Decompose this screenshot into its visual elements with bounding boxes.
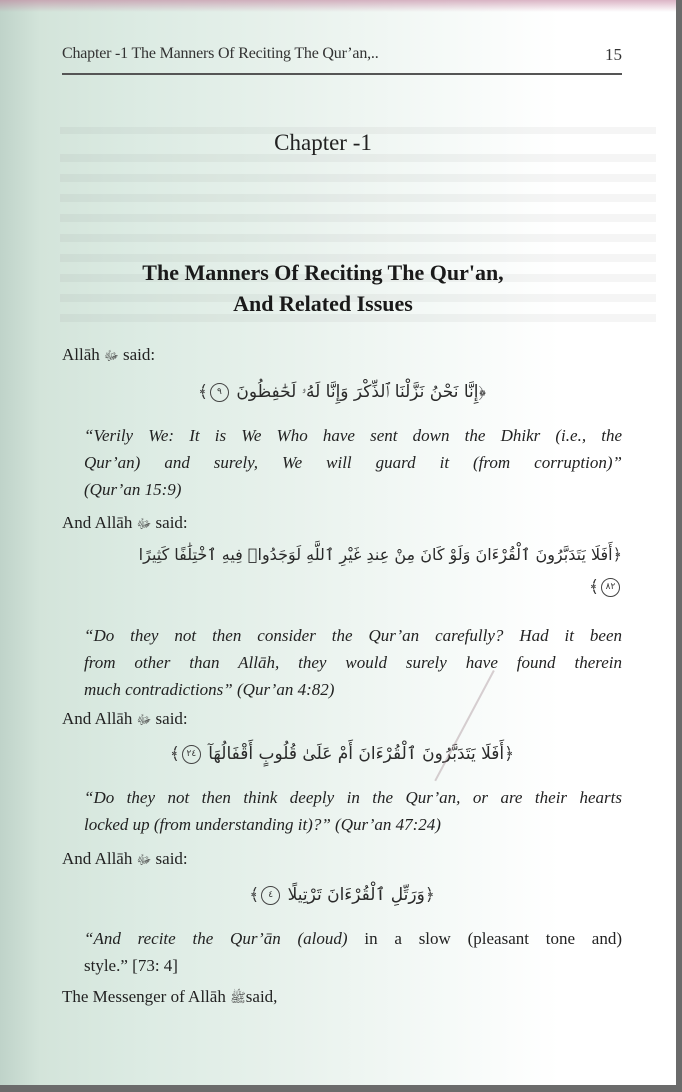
honorific-allah-icon: ﷻ bbox=[104, 349, 119, 364]
intro-text: Allāh bbox=[62, 345, 100, 364]
intro-line-3 bbox=[62, 709, 188, 731]
arabic-verse-3 bbox=[62, 743, 622, 764]
page-number: 15 bbox=[605, 45, 622, 64]
translation-quote-4 bbox=[84, 925, 622, 979]
arabic-verse-4 bbox=[62, 884, 622, 905]
quote-line: “Do they not then consider the Qur’an carefully? Had it been bbox=[84, 626, 622, 645]
intro-text: And Allāh bbox=[62, 513, 133, 532]
closing-text-after: said, bbox=[245, 987, 278, 1006]
verse-text: وَرَتِّلِ ٱلْقُرْءَانَ تَرْتِيلًا bbox=[287, 885, 425, 905]
intro-line-4 bbox=[62, 849, 188, 871]
quote-reference: (Qur’an 15:9) bbox=[84, 480, 182, 499]
verse-open-bracket-icon: ﴿ bbox=[424, 885, 435, 905]
verse-number-medallion: ٩ bbox=[210, 383, 229, 402]
verse-number-medallion: ٢٤ bbox=[182, 745, 201, 764]
verse-number-medallion: ٨٢ bbox=[601, 578, 620, 597]
quote-line-first bbox=[84, 925, 622, 952]
verse-number-medallion: ٤ bbox=[261, 886, 280, 905]
verse-text: إِنَّا نَحْنُ نَزَّلْنَا ٱلذِّكْرَ وَإِنَّا لَهُۥ لَحَٰفِظُونَ bbox=[236, 382, 479, 402]
intro-text: And Allāh bbox=[62, 709, 133, 728]
verse-close-bracket-icon: ﴾ bbox=[249, 885, 260, 905]
honorific-prophet-icon: ﷺ bbox=[230, 991, 246, 1006]
verse-text: أَفَلَا يَتَدَبَّرُونَ ٱلْقُرْءَانَ وَلَوْ كَانَ مِنْ عِندِ غَيْرِ ٱللَّهِ لَوَجَدُوا۟ فِيهِ ٱخْتِلَٰفًا كَثِيرًا bbox=[138, 545, 613, 564]
running-header-title: Chapter -1 The Manners Of Reciting The Qur’an,.. bbox=[62, 45, 379, 62]
honorific-allah-icon: ﷻ bbox=[136, 853, 152, 868]
verse-open-bracket-icon: ﴿ bbox=[478, 382, 487, 402]
intro-text-after: said: bbox=[155, 709, 188, 728]
verse-close-bracket-icon: ﴾ bbox=[169, 744, 180, 764]
verse-close-bracket-icon: ﴾ bbox=[197, 382, 208, 402]
chapter-label: Chapter -1 bbox=[274, 130, 372, 155]
verse-open-bracket-icon: ﴿ bbox=[504, 744, 515, 764]
quote-line: “Verily We: It is We Who have sent down the Dhikr (i.e., the bbox=[84, 426, 622, 445]
section-title-line-2: And Related Issues bbox=[233, 291, 413, 316]
intro-line-2 bbox=[62, 513, 188, 535]
quote-upright-part: in a slow (pleasant tone and) bbox=[347, 929, 623, 948]
quote-line: Qur’an) and surely, We will guard it (from corruption)” bbox=[84, 453, 622, 472]
verse-close-bracket-icon: ﴾ bbox=[589, 577, 599, 597]
honorific-allah-icon: ﷻ bbox=[136, 713, 152, 728]
section-title-line-1: The Manners Of Reciting The Qur'an, bbox=[142, 260, 504, 285]
verse-open-bracket-icon: ﴿ bbox=[612, 545, 622, 564]
translation-quote-2 bbox=[84, 622, 622, 703]
quote-line: much contradictions” bbox=[84, 680, 233, 699]
intro-line-1 bbox=[62, 345, 155, 367]
quote-line-last bbox=[84, 811, 622, 838]
arabic-verse-2-end bbox=[62, 576, 622, 597]
translation-quote-3 bbox=[84, 784, 622, 838]
quote-line: locked up (from understanding it)?” bbox=[84, 815, 331, 834]
closing-line bbox=[62, 987, 277, 1009]
running-header bbox=[62, 45, 622, 71]
closing-text: The Messenger of Allāh bbox=[62, 987, 226, 1006]
intro-text-after: said: bbox=[122, 345, 156, 364]
translation-quote-1 bbox=[84, 422, 622, 503]
arabic-verse-1 bbox=[62, 381, 622, 402]
intro-text: And Allāh bbox=[62, 849, 133, 868]
header-rule bbox=[62, 73, 622, 75]
quote-reference: (Qur’an 47:24) bbox=[335, 815, 441, 834]
intro-text-after: said: bbox=[155, 849, 188, 868]
quote-reference: (Qur’an 4:82) bbox=[237, 680, 335, 699]
quote-italic-part: “And recite the Qur’ān (aloud) bbox=[84, 929, 348, 948]
intro-text-after: said: bbox=[155, 513, 188, 532]
arabic-verse-2 bbox=[62, 545, 622, 564]
section-title bbox=[35, 257, 611, 319]
honorific-allah-icon: ﷻ bbox=[136, 517, 152, 532]
quote-line: “Do they not then think deeply in the Qur’an, or are their hearts bbox=[84, 788, 622, 807]
quote-line: from other than Allāh, they would surely have found therein bbox=[84, 653, 622, 672]
quote-line: style.” [73: 4] bbox=[84, 956, 178, 975]
quote-line-last bbox=[84, 676, 622, 703]
verse-text: أَفَلَا يَتَدَبَّرُونَ ٱلْقُرْءَانَ أَمْ عَلَىٰ قُلُوبٍ أَقْفَالُهَآ bbox=[208, 744, 505, 764]
